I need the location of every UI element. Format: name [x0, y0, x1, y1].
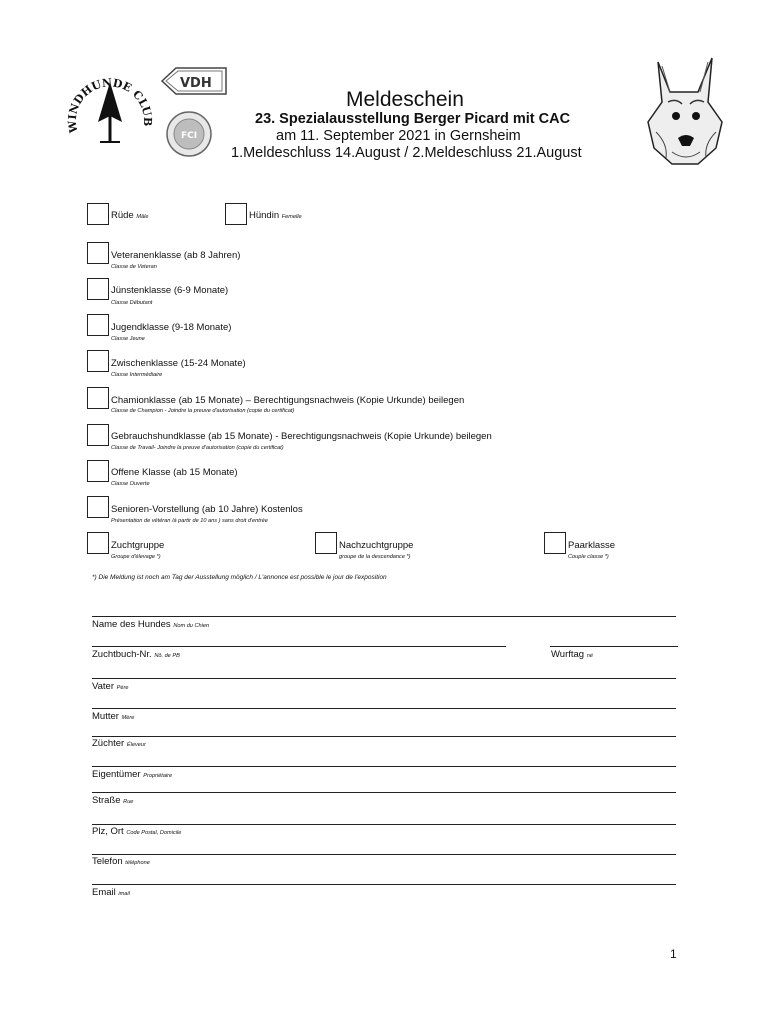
label-class-open-fr: Classe Ouverte	[111, 481, 150, 487]
mother-field-line[interactable]	[92, 708, 676, 709]
label-class-intermediate-fr: Classe Intermédiaire	[111, 372, 163, 378]
vdh-logo	[160, 66, 228, 96]
name-field-line[interactable]	[92, 616, 676, 617]
label-class-veteran: Veteranenklasse (ab 8 Jahren)	[111, 250, 241, 261]
label-class-puppy-fr: Classe Débutant	[111, 300, 153, 306]
checkbox-breeding-group[interactable]	[87, 532, 109, 554]
label-progeny-group-fr: groupe de la descendance *)	[339, 554, 411, 560]
svg-text:VDH: VDH	[180, 76, 212, 91]
email-field-line[interactable]	[92, 884, 676, 885]
label-class-intermediate: Zwischenklasse (15-24 Monate)	[111, 358, 246, 369]
label-male: Rüde Mâle	[111, 210, 149, 221]
checkbox-class-working[interactable]	[87, 424, 109, 446]
label-class-senior: Senioren-Vorstellung (ab 10 Jahre) Kostenlos	[111, 504, 303, 515]
checkbox-class-youth[interactable]	[87, 314, 109, 336]
label-progeny-group: Nachzuchtgruppe	[339, 540, 414, 551]
page-title: Meldeschein	[346, 88, 464, 111]
studbook-field-line[interactable]	[92, 646, 506, 647]
event-subtitle: 23. Spezialausstellung Berger Picard mit CAC	[255, 111, 571, 127]
label-studbook: Zuchtbuch-Nr. Nô. de PB	[92, 649, 180, 660]
label-breeder: Züchter Éleveur	[92, 738, 146, 749]
label-birthdate: Wurftag né	[551, 649, 593, 660]
label-class-champion-fr: Classe de Champion - Joindre la preuve d'autorisation (copie du certificat)	[111, 408, 295, 414]
label-dog-name: Name des Hundes Nom du Chien	[92, 619, 210, 630]
svg-text:FCI: FCI	[180, 131, 198, 141]
footnote: *) Die Meldung ist noch am Tag der Ausstellung möglich / L'annonce est possible le jour de l'exposition	[92, 574, 387, 581]
deadlines: 1.Meldeschluss 14.August / 2.Meldeschluss 21.August	[231, 145, 582, 161]
city-field-line[interactable]	[92, 824, 676, 825]
label-class-working: Gebrauchshundklasse (ab 15 Monate) - Berechtigungsnachweis (Kopie Urkunde) beilegen	[111, 431, 492, 442]
label-pair-class: Paarklasse	[568, 540, 615, 551]
page-number: 1	[670, 947, 677, 961]
breeder-field-line[interactable]	[92, 736, 676, 737]
label-email: Email imail	[92, 887, 130, 898]
checkbox-class-intermediate[interactable]	[87, 350, 109, 372]
label-phone: Telefon téléphone	[92, 856, 150, 867]
label-owner: Eigentümer Propriétaire	[92, 769, 173, 780]
street-field-line[interactable]	[92, 792, 676, 793]
checkbox-class-champion[interactable]	[87, 387, 109, 409]
label-class-veteran-fr: Classe de Veteran	[111, 264, 157, 270]
checkbox-class-open[interactable]	[87, 460, 109, 482]
event-date: am 11. September 2021 in Gernsheim	[276, 128, 521, 144]
birthdate-field-line[interactable]	[550, 646, 678, 647]
phone-field-line[interactable]	[92, 854, 676, 855]
label-street: Straße Rue	[92, 795, 134, 806]
checkbox-progeny-group[interactable]	[315, 532, 337, 554]
checkbox-class-senior[interactable]	[87, 496, 109, 518]
checkbox-female[interactable]	[225, 203, 247, 225]
checkbox-male[interactable]	[87, 203, 109, 225]
label-class-youth: Jugendklasse (9-18 Monate)	[111, 322, 232, 333]
label-class-puppy: Jünstenklasse (6-9 Monate)	[111, 285, 229, 296]
label-class-champion: Chamionklasse (ab 15 Monate) – Berechtigungsnachweis (Kopie Urkunde) beilegen	[111, 395, 465, 406]
label-breeding-group-fr: Groupe d'élevage *)	[111, 554, 161, 560]
label-class-working-fr: Classe de Travail- Joindre la preuve d'autorisation (copie du certificat)	[111, 445, 284, 451]
label-class-senior-fr: Présentation de vétéran /à partir de 10 ans ) sans droit d'entrée	[111, 518, 268, 524]
label-pair-class-fr: Couple classe *)	[568, 554, 609, 560]
checkbox-pair-class[interactable]	[544, 532, 566, 554]
owner-field-line[interactable]	[92, 766, 676, 767]
club-logo	[60, 62, 160, 162]
father-field-line[interactable]	[92, 678, 676, 679]
label-class-open: Offene Klasse (ab 15 Monate)	[111, 467, 238, 478]
fci-logo	[165, 110, 213, 158]
label-class-youth-fr: Classe Jeune	[111, 336, 145, 342]
label-father: Vater Père	[92, 681, 129, 692]
label-city: Plz, Ort Code Postal, Domicile	[92, 826, 182, 837]
dog-head-image	[638, 52, 733, 170]
svg-text:WINDHUNDE CLUB FÜR FRANZÖSISCH: WINDHUNDE CLUB	[65, 76, 155, 134]
label-breeding-group: Zuchtgruppe	[111, 540, 165, 551]
checkbox-class-puppy[interactable]	[87, 278, 109, 300]
label-female: Hündin Femelle	[249, 210, 302, 221]
checkbox-class-veteran[interactable]	[87, 242, 109, 264]
label-mother: Mutter Mère	[92, 711, 135, 722]
